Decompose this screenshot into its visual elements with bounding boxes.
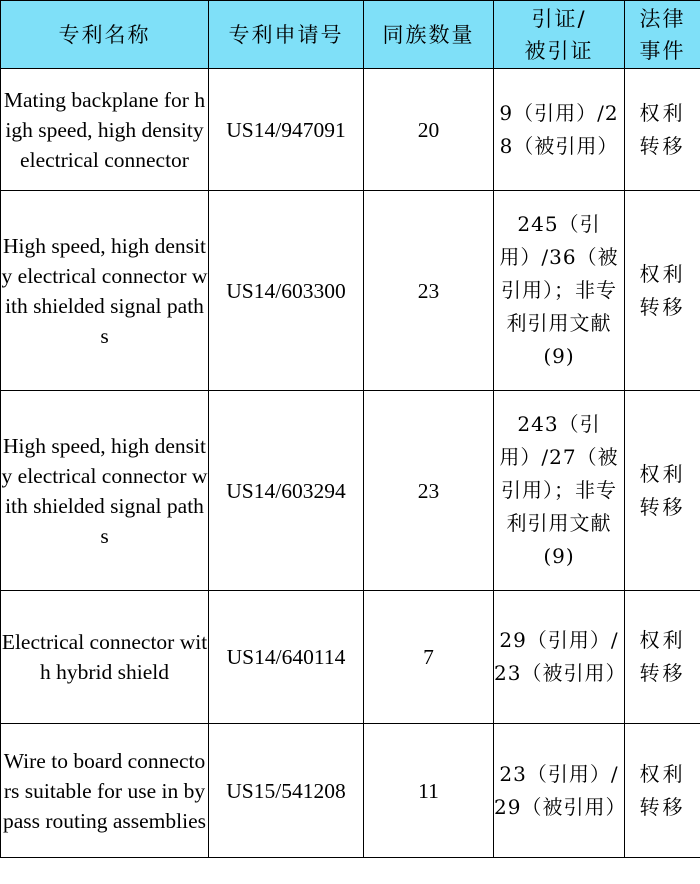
application-number-cell: US14/603300 (209, 191, 364, 391)
legal-event-line2: 转移 (639, 494, 686, 519)
patent-name-cell: Wire to board connectors suitable for use in bypass routing assemblies (1, 724, 209, 858)
citation-cell: 23（引用）/29（被引用） (494, 724, 625, 858)
family-count-cell: 7 (364, 591, 494, 724)
table-row (1, 724, 700, 858)
table-header (1, 1, 700, 69)
table-row (1, 391, 700, 591)
header-citation-line2: 被引证 (524, 38, 594, 63)
legal-event-line1: 权利 (639, 100, 686, 125)
header-application-number: 专利申请号 (209, 1, 364, 69)
citation-cell: 243（引用）/27（被引用）；非专利引用文献(9) (494, 391, 625, 591)
patent-name-cell: High speed, high density electrical connector with shielded signal paths (1, 391, 209, 591)
legal-event-line2: 转移 (639, 294, 686, 319)
family-count-cell: 11 (364, 724, 494, 858)
header-patent-name: 专利名称 (1, 1, 209, 69)
application-number-cell: US14/947091 (209, 69, 364, 191)
header-citation-line1: 引证/ (531, 6, 587, 31)
family-count-cell: 20 (364, 69, 494, 191)
legal-event-cell (625, 69, 700, 191)
patent-name-cell: High speed, high density electrical connector with shielded signal paths (1, 191, 209, 391)
citation-cell: 245（引用）/36（被引用）；非专利引用文献(9) (494, 191, 625, 391)
legal-event-cell (625, 591, 700, 724)
table-row (1, 191, 700, 391)
header-row (1, 1, 700, 69)
legal-event-line1: 权利 (639, 261, 686, 286)
header-family-count: 同族数量 (364, 1, 494, 69)
header-legal-line1: 法律 (639, 6, 686, 31)
legal-event-cell (625, 391, 700, 591)
application-number-cell: US14/603294 (209, 391, 364, 591)
application-number-cell: US14/640114 (209, 591, 364, 724)
legal-event-line2: 转移 (639, 794, 686, 819)
family-count-cell: 23 (364, 391, 494, 591)
citation-cell: 9（引用）/28（被引用） (494, 69, 625, 191)
legal-event-cell (625, 724, 700, 858)
table-row (1, 591, 700, 724)
legal-event-line2: 转移 (639, 661, 686, 685)
legal-event-line1: 权利 (639, 761, 686, 786)
citation-cell: 29（引用）/23（被引用） (494, 591, 625, 724)
header-citation (494, 1, 625, 69)
legal-event-line1: 权利 (639, 461, 686, 486)
legal-event-cell (625, 191, 700, 391)
legal-event-line2: 转移 (639, 133, 686, 158)
patent-name-cell: Electrical connector with hybrid shield (1, 591, 209, 724)
table-row (1, 69, 700, 191)
legal-event-line1: 权利 (639, 628, 686, 652)
header-legal-event (625, 1, 700, 69)
application-number-cell: US15/541208 (209, 724, 364, 858)
header-legal-line2: 事件 (639, 38, 686, 63)
table-body (1, 69, 700, 858)
patent-name-cell: Mating backplane for high speed, high density electrical connector (1, 69, 209, 191)
family-count-cell: 23 (364, 191, 494, 391)
